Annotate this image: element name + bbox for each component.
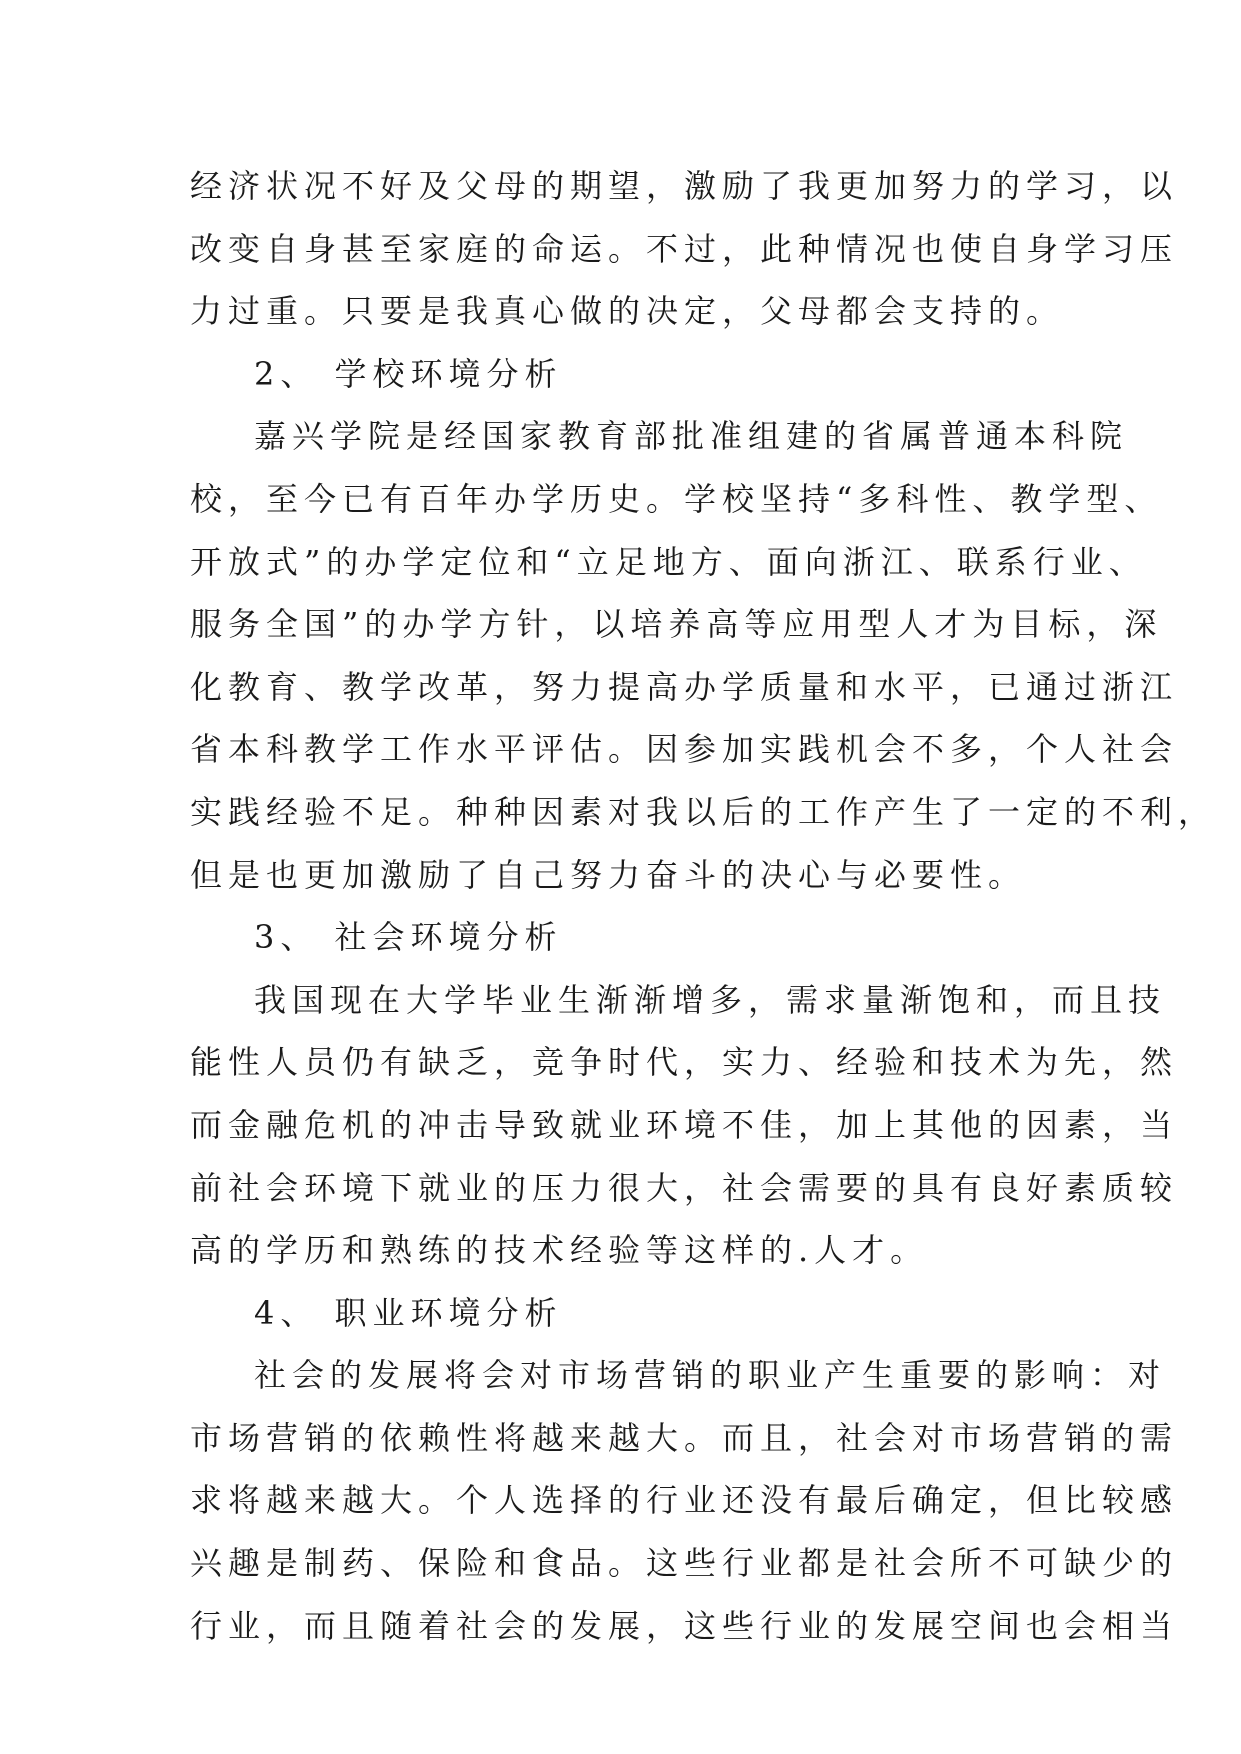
document-line: 求将越来越大。个人选择的行业还没有最后确定，但比较感 [190, 1481, 1179, 1520]
document-line: 市场营销的依赖性将越来越大。而且，社会对市场营销的需 [190, 1418, 1179, 1457]
document-line: 兴趣是制药、保险和食品。这些行业都是社会所不可缺少的 [190, 1544, 1179, 1583]
document-line: 经济状况不好及父母的期望，激励了我更加努力的学习，以 [190, 167, 1179, 205]
document-line: 3、 社会环境分析 [254, 918, 563, 957]
document-line: 力过重。只要是我真心做的决定，父母都会支持的。 [190, 292, 1065, 331]
document-body [190, 155, 1217, 1657]
document-line: 高的学历和熟练的技术经验等这样的.人才。 [190, 1231, 929, 1270]
document-line: 开放式”的办学定位和“立足地方、面向浙江、联系行业、 [190, 542, 1147, 581]
document-line: 化教育、教学改革，努力提高办学质量和水平，已通过浙江 [190, 667, 1179, 706]
document-line: 实践经验不足。种种因素对我以后的工作产生了一定的不利， [190, 792, 1217, 831]
document-line: 行业，而且随着社会的发展，这些行业的发展空间也会相当 [190, 1606, 1179, 1645]
document-line: 能性人员仍有缺乏，竞争时代，实力、经验和技术为先，然 [190, 1043, 1179, 1082]
document-line: 但是也更加激励了自己努力奋斗的决心与必要性。 [190, 855, 1027, 894]
document-line: 前社会环境下就业的压力很大，社会需要的具有良好素质较 [190, 1168, 1179, 1207]
document-line: 校，至今已有百年办学历史。学校坚持“多科性、教学型、 [190, 479, 1163, 518]
document-line: 4、 职业环境分析 [254, 1293, 563, 1332]
document-line: 2、 学校环境分析 [254, 354, 563, 393]
document-line: 改变自身甚至家庭的命运。不过，此种情况也使自身学习压 [190, 229, 1179, 268]
document-line: 嘉兴学院是经国家教育部批准组建的省属普通本科院 [254, 417, 1129, 456]
document-line: 社会的发展将会对市场营销的职业产生重要的影响：对 [254, 1356, 1167, 1395]
document-line: 省本科教学工作水平评估。因参加实践机会不多，个人社会 [190, 730, 1179, 769]
document-line: 而金融危机的冲击导致就业环境不佳，加上其他的因素，当 [190, 1105, 1179, 1144]
document-line: 我国现在大学毕业生渐渐增多，需求量渐饱和，而且技 [254, 980, 1167, 1019]
document-line: 服务全国”的办学方针，以培养高等应用型人才为目标，深 [190, 605, 1163, 644]
